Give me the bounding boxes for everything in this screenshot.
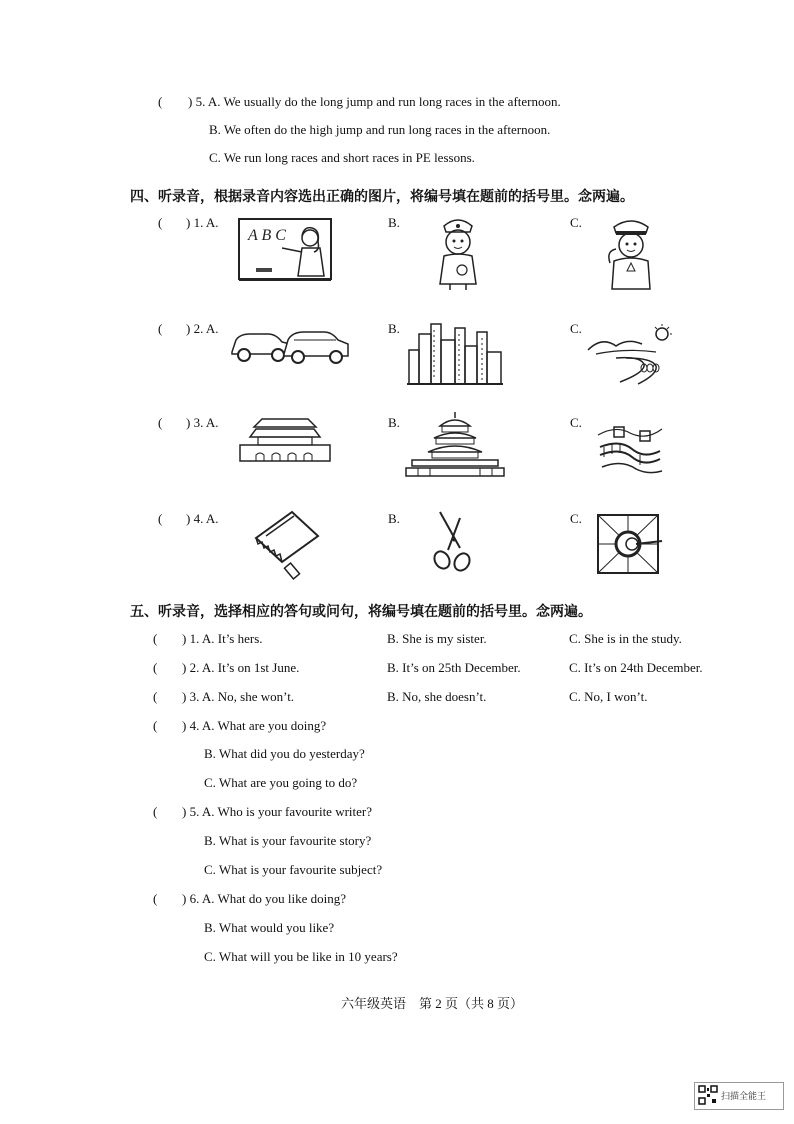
s5-q2-option-c: C. It’s on 24th December. xyxy=(569,660,703,675)
paper-circle-picture xyxy=(596,513,660,575)
section4-heading: 四、听录音，根据录音内容选出正确的图片，将编号填在题前的括号里。念两遍。 xyxy=(130,189,634,205)
s4-q4-label: ) 4. A. xyxy=(186,511,219,526)
teacher-blackboard-picture xyxy=(238,218,332,286)
top-q5-option-c: C. We run long races and short races in PE lessons. xyxy=(209,150,475,165)
s4-q2-b-label: B. xyxy=(388,321,400,336)
top-q5-paren: ( xyxy=(158,94,163,109)
s5-q6-paren: ( xyxy=(153,891,158,906)
s4-q2-c-label: C. xyxy=(570,321,582,336)
s5-q1-option-c: C. She is in the study. xyxy=(569,631,682,646)
s4-q2-paren: ( xyxy=(158,321,163,336)
s4-q4-b-label: B. xyxy=(388,511,400,526)
s5-q2-option-b: B. It’s on 25th December. xyxy=(387,660,521,675)
s4-q4-paren: ( xyxy=(158,511,163,526)
s5-q3-paren: ( xyxy=(153,689,158,704)
scanner-badge xyxy=(694,1082,784,1110)
s4-q3-c-label: C. xyxy=(570,415,582,430)
city-skyline-picture xyxy=(407,320,503,386)
s4-q2-label: ) 2. A. xyxy=(186,321,219,336)
s5-q5-option-c: C. What is your favourite subject? xyxy=(204,862,383,877)
s5-q3-option-c: C. No, I won’t. xyxy=(569,689,648,704)
s4-q3-b-label: B. xyxy=(388,415,400,430)
s5-q3-option-a: ) 3. A. No, she won’t. xyxy=(182,689,295,704)
s5-q1-option-a: ) 1. A. It’s hers. xyxy=(182,631,263,646)
s4-q3-label: ) 3. A. xyxy=(186,415,219,430)
s4-q1-b-label: B. xyxy=(388,215,400,230)
s5-q6-option-a: ) 6. A. What do you like doing? xyxy=(182,891,347,906)
nurse-picture xyxy=(432,212,484,292)
s5-q2-option-a: ) 2. A. It’s on 1st June. xyxy=(182,660,300,675)
s4-q1-c-label: C. xyxy=(570,215,582,230)
cars-picture xyxy=(228,322,352,364)
s4-q4-c-label: C. xyxy=(570,511,582,526)
police-officer-picture xyxy=(604,213,658,293)
s5-q4-paren: ( xyxy=(153,718,158,733)
s5-q1-option-b: B. She is my sister. xyxy=(387,631,487,646)
top-q5-option-b: B. We often do the high jump and run long races in the afternoon. xyxy=(209,122,551,137)
page-footer: 六年级英语 第 2 页（共 8 页） xyxy=(341,996,524,1011)
great-wall-picture xyxy=(596,417,664,477)
blackboard-letters: A B C xyxy=(248,227,286,244)
s5-q4-option-b: B. What did you do yesterday? xyxy=(204,746,365,761)
s5-q6-option-b: B. What would you like? xyxy=(204,920,335,935)
s5-q5-option-a: ) 5. A. Who is your favourite writer? xyxy=(182,804,373,819)
temple-of-heaven-picture xyxy=(404,412,506,478)
s5-q5-option-b: B. What is your favourite story? xyxy=(204,833,372,848)
qr-code-icon xyxy=(698,1085,718,1105)
scissors-picture xyxy=(430,510,476,576)
s5-q5-paren: ( xyxy=(153,804,158,819)
s4-q1-label: ) 1. A. xyxy=(186,215,219,230)
section5-heading: 五、听录音，选择相应的答句或问句，将编号填在题前的括号里。念两遍。 xyxy=(130,604,592,620)
s5-q4-option-c: C. What are you going to do? xyxy=(204,775,358,790)
s5-q2-paren: ( xyxy=(153,660,158,675)
saw-picture xyxy=(252,508,324,580)
s5-q1-paren: ( xyxy=(153,631,158,646)
countryside-picture xyxy=(586,324,676,386)
s5-q3-option-b: B. No, she doesn’t. xyxy=(387,689,487,704)
s5-q4-option-a: ) 4. A. What are you doing? xyxy=(182,718,327,733)
tiananmen-picture xyxy=(236,413,334,463)
scanner-badge-text: 扫描全能王 xyxy=(721,1092,767,1102)
top-q5-option-a: ) 5. A. We usually do the long jump and run long races in the afternoon. xyxy=(188,94,561,109)
s5-q6-option-c: C. What will you be like in 10 years? xyxy=(204,949,398,964)
s4-q1-paren: ( xyxy=(158,215,163,230)
s4-q3-paren: ( xyxy=(158,415,163,430)
